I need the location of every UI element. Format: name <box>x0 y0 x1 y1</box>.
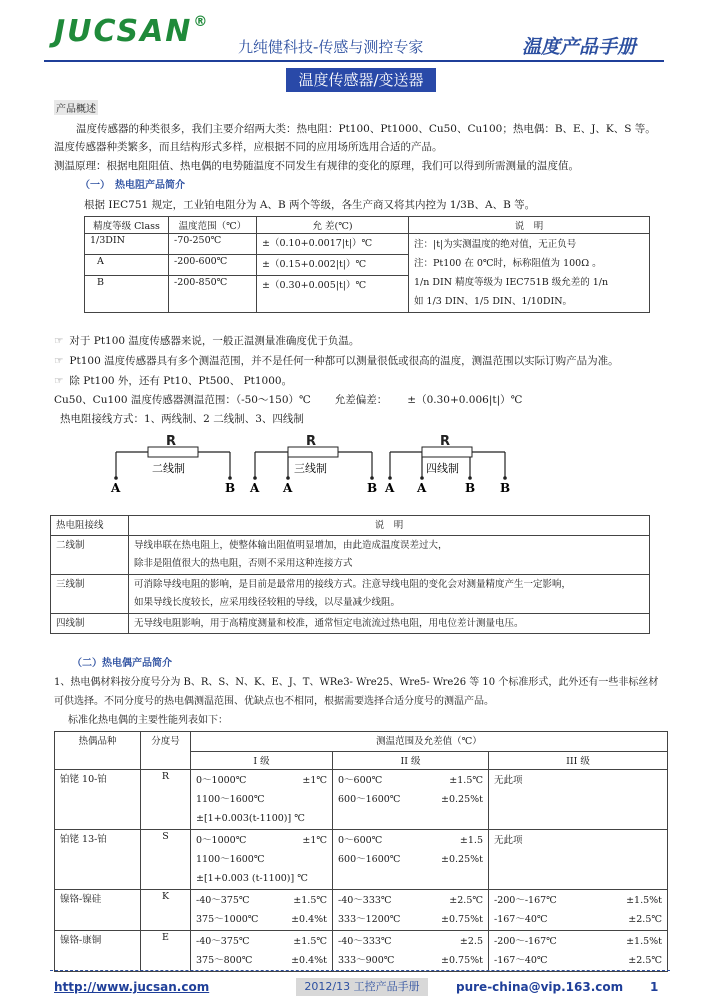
terminal-dot <box>286 476 290 480</box>
footer-edition: 2012/13 工控产品手册 <box>296 978 428 996</box>
cell: 1/3DIN <box>85 234 169 255</box>
terminal-dot <box>503 476 507 480</box>
th-level-1: I 级 <box>191 752 333 770</box>
range-line: -40～375℃ ±1.5℃ <box>196 895 327 906</box>
range-line: -167～40℃ ±2.5℃ <box>494 914 662 925</box>
cell: 导线串联在热电阻上，使整体输出阻值明显增加，由此造成温度误差过大， 除非是阻值很大的热电阻，否则不采用这种连接方式 <box>129 536 650 575</box>
range-line: -167～40℃ ±2.5℃ <box>494 955 662 966</box>
cell <box>191 931 333 972</box>
terminal-dot <box>228 476 232 480</box>
wiring-diagram <box>100 430 540 498</box>
th-notes: 说 明 <box>409 217 650 234</box>
cell: -200-600℃ <box>169 254 257 275</box>
cell <box>333 770 489 830</box>
overview-p2: 温度传感器种类繁多，而且结构形式多样，应根据不同的应用场所选用合适的产品。 <box>54 141 443 153</box>
cell <box>191 890 333 931</box>
page-number: 1 <box>650 980 659 994</box>
bullet-2: ☞ Pt100 温度传感器具有多个测温范围，并不是任何一种都可以测量很低或很高的温度，测温范围以实际订购产品为准。 <box>54 355 619 367</box>
th-wiring: 热电阻接线 <box>51 516 129 536</box>
company-logo: JUCSAN® <box>54 14 210 49</box>
cell: K <box>141 890 191 931</box>
range-line: 1100～1600℃ <box>196 794 265 805</box>
range-line: -40～375℃ ±1.5℃ <box>196 936 327 947</box>
cell: 铂铑 13-铂 <box>55 830 141 890</box>
wiring-methods: 热电阻接线方式：1、两线制、2 二线制、3、四线制 <box>60 413 304 425</box>
range-line: 600～1600℃ ±0.25%t <box>338 794 483 805</box>
resistor-label: R <box>166 434 177 449</box>
range-line: ±[1+0.003 (t-1100)] ℃ <box>196 873 308 884</box>
terminal-dot <box>420 476 424 480</box>
range-line: -40～333℃ ±2.5 <box>338 936 483 947</box>
header-rule <box>44 60 664 62</box>
cell <box>191 770 333 830</box>
terminal-dot <box>253 476 257 480</box>
range-line: -200～-167℃ ±1.5%t <box>494 936 662 947</box>
th-description: 说 明 <box>129 516 650 536</box>
th-code: 分度号 <box>141 732 191 770</box>
terminal-b: B <box>500 481 511 495</box>
range-line: 1100～1600℃ <box>196 854 265 865</box>
cell: B <box>85 275 169 312</box>
cu-range: Cu50、Cu100 温度传感器测温范围：（-50～150）℃ 允差偏差： ±（0.30+0.006|t|）℃ <box>54 394 523 406</box>
cell: A <box>85 254 169 275</box>
rtd-class-table <box>84 216 650 313</box>
th-range: 测温范围及允差值（℃） <box>191 732 668 752</box>
range-line: -200～-167℃ ±1.5%t <box>494 895 662 906</box>
cell <box>333 931 489 972</box>
range-line: 333～900℃ ±0.75%t <box>338 955 483 966</box>
table-row <box>55 830 668 890</box>
terminal-b: B <box>367 481 378 495</box>
bullet-3: ☞ 除 Pt100 外，还有 Pt10、Pt500、 Pt1000。 <box>54 375 293 387</box>
bullet-1: ☞ 对于 Pt100 温度传感器来说，一般正温测量准确度优于负温。 <box>54 335 360 347</box>
rtd-intro: 根据 IEC751 规定，工业铂电阻分为 A、B 两个等级，各生产商又将其内控为 1/3B、A、B 等。 <box>84 199 536 211</box>
footer-rule <box>50 970 670 971</box>
notes-cell <box>409 234 650 313</box>
terminal-b: B <box>225 481 236 495</box>
cell: ±（0.10+0.0017|t|）℃ <box>257 234 409 255</box>
terminal-a: A <box>111 481 121 495</box>
pointing-hand-icon: ☞ <box>54 375 64 387</box>
terminal-dot <box>114 476 118 480</box>
cell: 无导线电阻影响，用于高精度测量和校准，通常恒定电流流过热电阻，用电位差计测量电压。 <box>129 614 650 634</box>
wiring-table <box>50 515 650 634</box>
cell: R <box>141 770 191 830</box>
th-level-2: II 级 <box>333 752 489 770</box>
cell <box>489 931 668 972</box>
range-line: 333～1200℃ ±0.75%t <box>338 914 483 925</box>
cell <box>333 830 489 890</box>
range-line: 600～1600℃ ±0.25%t <box>338 854 483 865</box>
terminal-b: B <box>465 481 476 495</box>
cell: 二线制 <box>51 536 129 575</box>
overview-label: 产品概述 <box>54 100 98 115</box>
tc-p1: 1、热电偶材料按分度号分为 B、R、S、N、K、E、J、T、WRe3- Wre25、Wre5- Wre26 等 10 个标准形式，此外还有一些非标丝材 <box>54 677 659 688</box>
three-wire-label: 三线制 <box>294 462 327 475</box>
range-line: -40～333℃ ±2.5℃ <box>338 895 483 906</box>
two-wire-label: 二线制 <box>152 462 185 475</box>
terminal-a: A <box>385 481 395 495</box>
cell <box>489 770 668 830</box>
cell <box>333 890 489 931</box>
table-row <box>55 770 668 830</box>
cell <box>489 890 668 931</box>
th-tolerance: 允 差(℃) <box>257 217 409 234</box>
terminal-a: A <box>250 481 260 495</box>
cell: -200-850℃ <box>169 275 257 312</box>
terminal-dot <box>370 476 374 480</box>
manual-title: 温度产品手册 <box>522 36 637 58</box>
tagline: 九纯健科技-传感与测控专家 <box>238 38 424 56</box>
th-type: 热偶品种 <box>55 732 141 770</box>
range-line: 无此项 <box>494 775 523 786</box>
cell: 可消除导线电阻的影响，是目前是最常用的接线方式。注意导线电阻的变化会对测量精度产生一定影响， 如果导线长度较长，应采用线径较粗的导线，以尽量减少线阻。 <box>129 575 650 614</box>
range-line: 375～800℃ ±0.4%t <box>196 955 327 966</box>
overview-p3: 测温原理：根据电阻阻值、热电偶的电势随温度不同发生有规律的变化的原理，我们可以得到所需测量的温度值。 <box>54 160 579 172</box>
resistor-label: R <box>440 434 451 449</box>
note-line: 1/n DIN 精度等级为 IEC751B 级允差的 1/n <box>414 277 609 288</box>
page-title: 温度传感器/变送器 <box>286 68 436 92</box>
terminal-a: A <box>417 481 427 495</box>
cell: 镍铬-镍硅 <box>55 890 141 931</box>
range-line: 无此项 <box>494 835 523 846</box>
range-line: 0～1000℃ ±1℃ <box>196 775 327 786</box>
cell <box>489 830 668 890</box>
terminal-dot <box>468 476 472 480</box>
range-line: ±[1+0.003(t-1100)] ℃ <box>196 813 305 824</box>
pointing-hand-icon: ☞ <box>54 335 64 347</box>
cell: 铂铑 10-铂 <box>55 770 141 830</box>
cell: S <box>141 830 191 890</box>
tc-p3: 标准化热电偶的主要性能列表如下： <box>68 715 228 726</box>
overview-p1: 温度传感器的种类很多，我们主要介绍两大类：热电阻：Pt100、Pt1000、Cu50、Cu100；热电偶：B、E、J、K、S 等。 <box>76 123 656 135</box>
cell: 三线制 <box>51 575 129 614</box>
website-link[interactable]: http://www.jucsan.com <box>54 980 210 994</box>
terminal-dot <box>388 476 392 480</box>
cell: ±（0.30+0.005|t|）℃ <box>257 275 409 312</box>
cell: ±（0.15+0.002|t|）℃ <box>257 254 409 275</box>
range-line: 0～600℃ ±1.5℃ <box>338 775 483 786</box>
tc-p2: 可供选择。不同分度号的热电偶测温范围、优缺点也不相同，根据需要选择合适分度号的测温产品。 <box>54 696 494 707</box>
cell: 四线制 <box>51 614 129 634</box>
table-row <box>55 890 668 931</box>
note-line: 注：Pt100 在 0℃时，标称阻值为 100Ω 。 <box>414 258 602 269</box>
range-line: 375～1000℃ ±0.4%t <box>196 914 327 925</box>
terminal-a: A <box>283 481 293 495</box>
note-line: 如 1/3 DIN、1/5 DIN、1/10DIN。 <box>414 296 573 307</box>
range-line: 0～600℃ ±1.5 <box>338 835 483 846</box>
resistor-label: R <box>306 434 317 449</box>
cell <box>191 830 333 890</box>
thermocouple-table <box>54 731 668 972</box>
four-wire-label: 四线制 <box>426 462 459 475</box>
table-row <box>55 931 668 972</box>
cell: -70-250℃ <box>169 234 257 255</box>
cell: 镍铬-康铜 <box>55 931 141 972</box>
email-link[interactable]: pure-china@vip.163.com <box>456 980 624 994</box>
pointing-hand-icon: ☞ <box>54 355 64 367</box>
rtd-heading: （一） 热电阻产品简介 <box>80 180 185 191</box>
th-range: 温度范围（℃） <box>169 217 257 234</box>
range-line: 0～1000℃ ±1℃ <box>196 835 327 846</box>
th-level-3: III 级 <box>489 752 668 770</box>
tc-heading: （二）热电偶产品简介 <box>72 658 172 669</box>
th-class: 精度等级 Class <box>85 217 169 234</box>
note-line: 注：|t|为实测温度的绝对值，无正负号 <box>414 239 577 250</box>
cell: E <box>141 931 191 972</box>
